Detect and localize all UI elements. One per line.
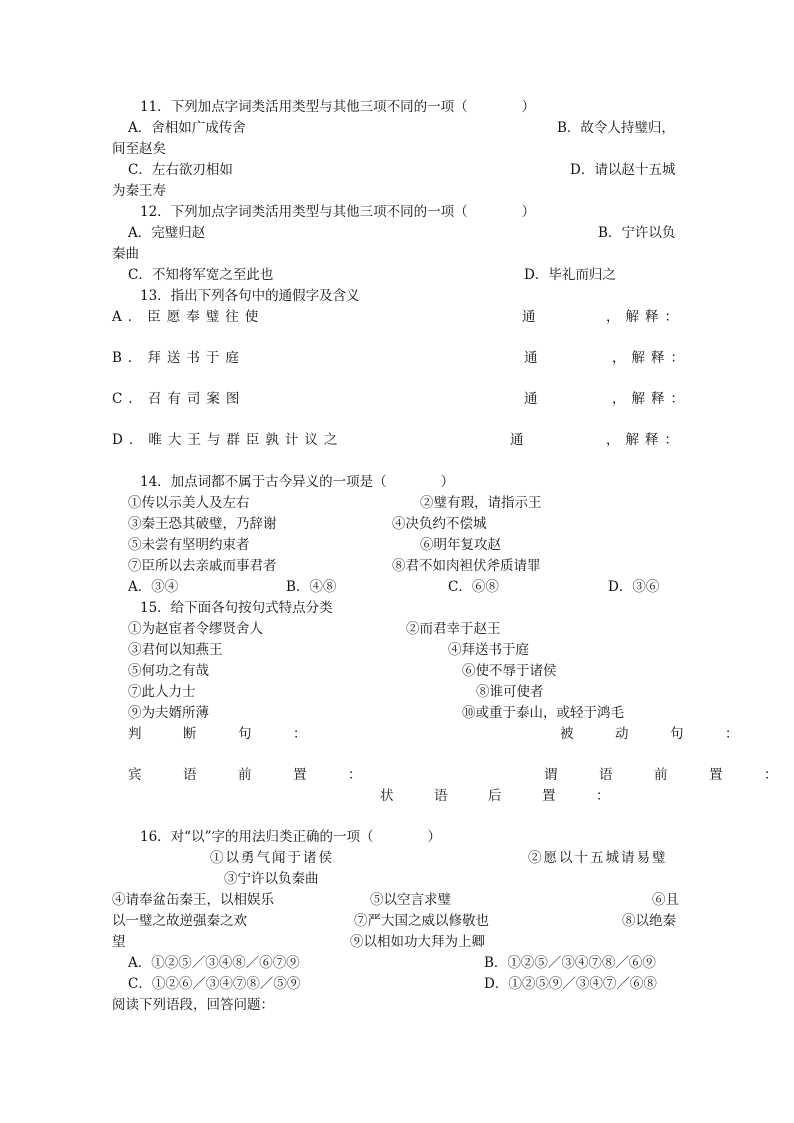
q15-item-9: ⑨为夫婿所薄 [128, 705, 209, 721]
q16-item-5: ⑤以空言求璧 [370, 892, 451, 908]
reading-instruction: 阅读下列语段，回答问题： [112, 997, 274, 1013]
q16-item-9: ⑨以相如功大拜为上卿 [350, 934, 485, 950]
q14-option-c: C．⑥⑧ [448, 579, 499, 595]
q14-option-d: D．③⑥ [608, 579, 660, 595]
q15-stem: 15．给下面各句按句式特点分类 [140, 600, 333, 616]
q13-b-tong: 通 [524, 350, 538, 366]
q11-option-d: D．请以赵十五城 [570, 162, 676, 178]
q11-stem: 11．下列加点字词类活用类型与其他三项不同的一项（ ） [140, 99, 536, 115]
q16-option-c: C．①②⑥／③④⑦⑧／⑤⑨ [128, 976, 301, 992]
q15-item-7: ⑦此人力士 [128, 684, 196, 700]
q16-option-d: D．①②⑤⑨／③④⑦／⑥⑧ [484, 976, 657, 992]
q13-b-jieshi: ，解释： [612, 350, 690, 366]
q11-option-c: C．左右欲刃相如 [128, 162, 233, 178]
q16-item-1: ①以勇气闻于诸侯 [210, 850, 334, 866]
q16-item-3: ③宁许以负秦曲 [224, 871, 319, 887]
q16-item-7: ⑦严大国之威以修敬也 [354, 913, 489, 929]
q13-a-jieshi: ，解释： [606, 309, 684, 325]
q13-c-jieshi: ，解释： [612, 391, 690, 407]
q15-zhuangyu-label: 状 语 后 置 ： [380, 788, 610, 804]
q14-stem: 14．加点词都不属于古今异义的一项是（ ） [140, 474, 455, 490]
q15-weiyu-label: 谓 语 前 置 ： [544, 767, 792, 783]
q12-option-a: A．完璧归赵 [128, 225, 206, 241]
q16-item-8: ⑧以绝秦 [622, 913, 676, 929]
q16-item-2: ②愿以十五城请易璧 [528, 850, 668, 866]
q13-c-tong: 通 [524, 391, 538, 407]
q13-a-tong: 通 [522, 309, 536, 325]
q11-option-a: A．舍相如广成传舍 [128, 120, 246, 136]
q15-panduan-label: 判 断 句 ： [128, 726, 321, 742]
q12-option-b: B．宁许以负 [598, 225, 676, 241]
q12-option-d: D．毕礼而归之 [524, 267, 616, 283]
q16-item-6-continued: 以一璧之故逆强秦之欢 [112, 913, 247, 929]
q15-binyu-label: 宾 语 前 置 ： [128, 767, 376, 783]
q15-item-2: ②而君幸于赵王 [406, 621, 501, 637]
q16-option-a: A．①②⑤／③④⑧／⑥⑦⑨ [128, 955, 300, 971]
q15-item-8: ⑧谁可使者 [476, 684, 544, 700]
q15-item-5: ⑤何功之有哉 [128, 663, 209, 679]
q14-item-2: ②璧有瑕，请指示王 [420, 495, 542, 511]
q15-beidong-label: 被 动 句 ： [560, 726, 753, 742]
q16-item-4: ④请奉盆缶秦王，以相娱乐 [112, 892, 274, 908]
q14-item-4: ④决负约不偿城 [392, 516, 487, 532]
q11-option-b: B．故令人持璧归， [557, 120, 675, 136]
q13-d-jieshi: ，解释： [606, 432, 684, 448]
q13-d-tong: 通 [510, 432, 524, 448]
q15-item-3: ③君何以知燕王 [128, 642, 223, 658]
q11-option-b-continued: 间至赵矣 [112, 141, 166, 157]
q11-option-d-continued: 为秦王寿 [112, 183, 166, 199]
q15-item-1: ①为赵宦者令缪贤舍人 [128, 621, 263, 637]
q15-item-10: ⑩或重于泰山，或轻于鸿毛 [462, 705, 624, 721]
q13-item-d: D．唯大王与群臣孰计议之 [112, 432, 344, 448]
q12-option-b-continued: 秦曲 [112, 246, 139, 262]
q13-item-c: C．召有司案图 [112, 391, 246, 407]
q14-item-8: ⑧君不如肉袒伏斧质请罪 [392, 558, 541, 574]
q13-item-a: A．臣愿奉璧往使 [112, 309, 265, 325]
q14-item-7: ⑦臣所以去亲戚而事君者 [128, 558, 277, 574]
q16-stem: 16．对“以”字的用法归类正确的一项（ ） [140, 829, 441, 845]
q16-item-6: ⑥且 [652, 892, 679, 908]
q15-item-6: ⑥使不辱于诸侯 [462, 663, 557, 679]
q13-stem: 13．指出下列各句中的通假字及含义 [140, 288, 360, 304]
q14-item-3: ③秦王恐其破璧，乃辞谢 [128, 516, 277, 532]
q14-item-6: ⑥明年复攻赵 [420, 537, 501, 553]
q14-option-a: A．③④ [128, 579, 179, 595]
q14-item-5: ⑤未尝有坚明约束者 [128, 537, 250, 553]
q12-stem: 12．下列加点字词类活用类型与其他三项不同的一项（ ） [140, 204, 536, 220]
q14-item-1: ①传以示美人及左右 [128, 495, 250, 511]
q16-item-8-continued: 望 [112, 934, 126, 950]
q16-option-b: B．①②⑤／③④⑦⑧／⑥⑨ [484, 955, 656, 971]
q14-option-b: B．④⑧ [286, 579, 337, 595]
q15-item-4: ④拜送书于庭 [448, 642, 529, 658]
q12-option-c: C．不知将军宽之至此也 [128, 267, 274, 283]
q13-item-b: B．拜送书于庭 [112, 350, 245, 366]
